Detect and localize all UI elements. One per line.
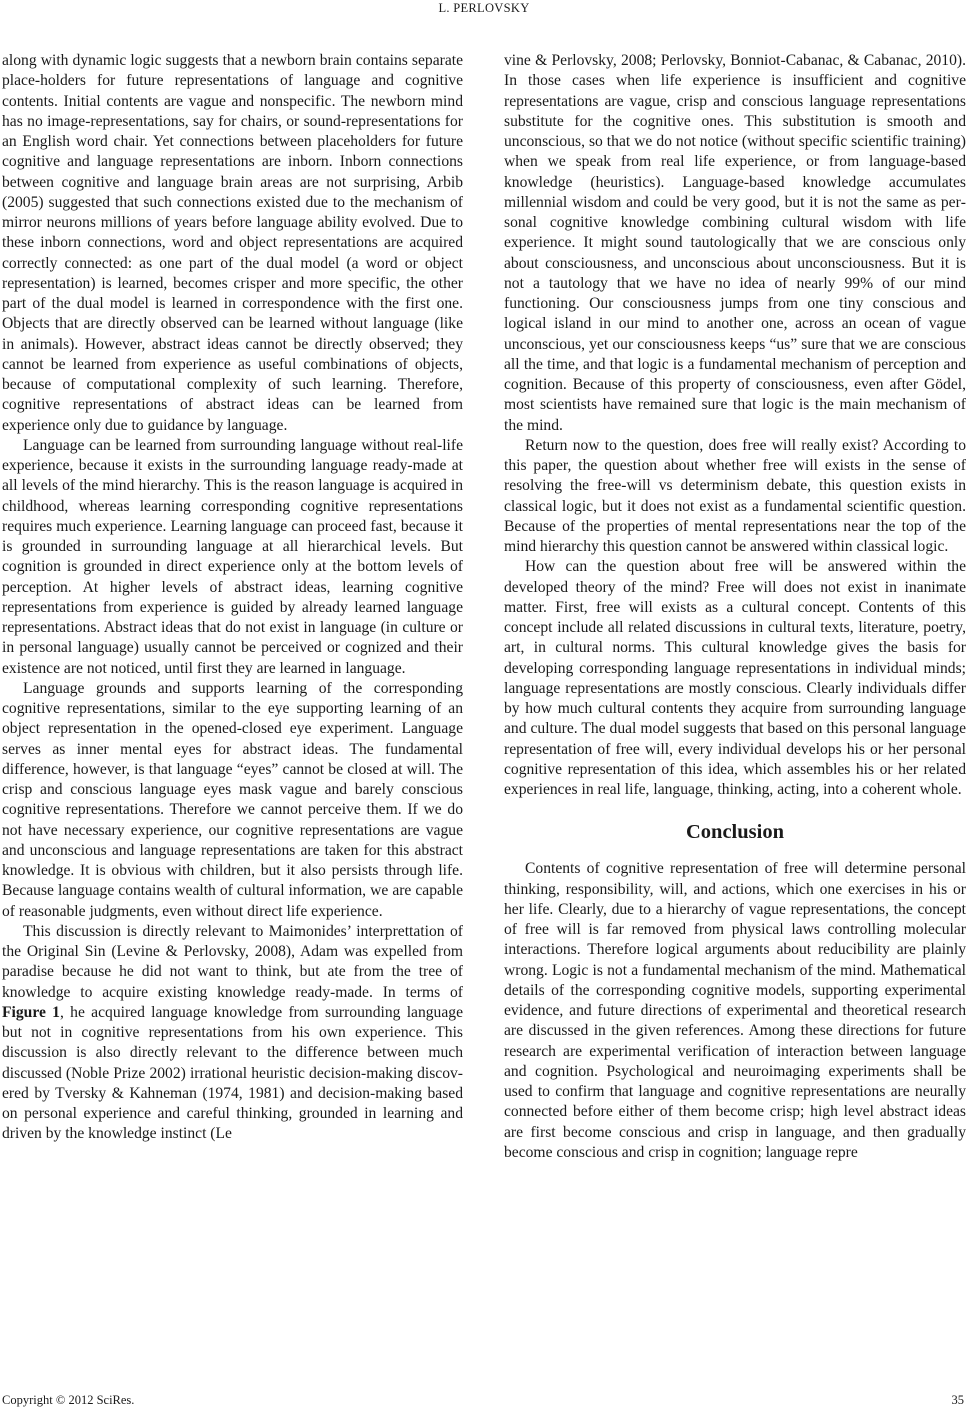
paragraph-text: This discussion is directly relevant to Maimonides’ interprettation of the Original Sin (Levine & Perlovsky, 2008), Adam was expelled from paradise because he did not want to think, but ate from the tree of knowledge to acquire existing knowledge ready-made. In terms of — [2, 922, 463, 1001]
paragraph — [2, 922, 463, 1145]
paragraph: Contents of cognitive representation of free will determine personal thinking, responsibility, will, and actions, which one exercises in his or her life. Clearly, due to a hierarchy of vague representations, the concept of free will is far removed from physical laws controlling molecular interactions. Therefore logical arguments about reducibility are plainly wrong. Logic is not a fundamental mechanism of the mind. Mathematical details of the corresponding cognitive models, supporting experimental evidence, and future directions of experimental and theoretical research are discussed in the given references. Among these directions for future research are experimental verification of interaction between language and cognition. Psychological and neuroimaging experiments shall be used to confirm that language and cognitive representations are neurally connected before either of them become crisp; high level abstract ideas are first become conscious and crisp in language, and then gradually become conscious and crisp in cognition; language repre — [504, 860, 966, 1161]
paragraph: Return now to the question, does free will really exist? According to this paper, the question about whether free will exists in the sense of resolving the free-will vs determinism debate, this question exists in classical logic, but it does not exist as a fundamental scientific question. Because of the properties of mental representations near the top of the mind hierarchy this question cannot be answered within classical logic. — [504, 436, 966, 555]
page-footer — [2, 1392, 966, 1408]
left-column — [2, 51, 463, 1145]
running-head: L. PERLOVSKY — [438, 1, 530, 15]
figure-reference: Figure 1 — [2, 1003, 60, 1021]
paragraph: Language can be learned from surrounding language without real-life experience, because it exists in the surrounding language ready-made at all levels of the mind hierarchy. This is the reason language is acquired in childhood, whereas learning corresponding cognitive representations requires much experience. Learning language can proceed fast, because it is grounded in surrounding language at all hierarchical levels. But cognition is grounded in direct experience only at the bottom levels of perception. At higher levels of abstract ideas, learning cognitive representations from experience is guided by already learned language representations. Abstract ideas that do not exist in language (in culture or in personal language) usually cannot be perceived or cognized and their existence are not noticed, until first they are learned in language. — [2, 436, 463, 677]
paragraph: Language grounds and supports learning of the corresponding cognitive representations, similar to the eye supporting learning of an object representation in the opened-closed eye experiment. Language serves as inner mental eyes for abstract ideas. The fundamental difference, however, is that language “eyes” cannot be closed at will. The crisp and conscious language eyes mask vague and barely conscious cognitive representations. Therefore we cannot perceive them. If we do not have necessary experience, our cognitive representations are vague and unconscious and language representations are taken for this abstract knowledge. It is obvious with children, but it also persists through life. Because language contains wealth of cultural information, we are capable of reasonable judgments, even without direct life experience. — [2, 679, 463, 920]
paragraph-text: , he acquired language knowledge from surrounding language but not in cognitive representations from his own experience. This discussion is also directly relevant to the difference between much discussed (Noble Prize 2002) irrational heuristic decision-making discovered by Tversky & Kahneman (1974, 1981) and decision-making based on personal experience and careful thinking, grounded in learning and driven by the knowledge instinct (Le — [2, 1003, 463, 1143]
paragraph: How can the question about free will be answered within the developed theory of the mind? Free will does not exist in inanimate matter. First, free will exists as a cultural concept. Contents of this concept include all related discussions in cultural texts, literature, poetry, art, in cultural norms. This cultural knowledge gives the basis for developing corresponding language representations in individual minds; language representations are mostly conscious. Clearly individuals differ by how much cultural contents they acquire from surrounding language and culture. The dual model suggests that based on this personal language representation of free will, every individual develops his or her personal cognitive representation of this idea, which assembles his or her related experiences in real life, language, thinking, acting, into a coherent whole. — [504, 558, 966, 798]
paragraph: vine & Perlovsky, 2008; Perlovsky, Bonniot-Cabanac, & Cabanac, 2010). In those cases when life experience is insufficient and cognitive representations are vague, crisp and conscious language representations substitute for the cognitive ones. This substitution is smooth and unconscious, so that we do not notice (without specific scientific training) when we speak from real life experience, or from language-based knowledge (heuristics). Language-based knowledge accumulates millennial wisdom and could be very good, but it is not the same as personal cognitive knowledge combining cultural wisdom with life experience. It might sound tautologically that we are conscious only about consciousness, and unconscious about unconsciousness. But it is not a tautology that we have no idea of nearly 99% of our mind functioning. Our consciousness jumps from one tiny conscious and logical island in our mind to another one, across an ocean of vague unconscious, yet our consciousness keeps “us” sure that we are conscious all the time, and that logic is a fundamental mechanism of perception and cognition. Because of this property of consciousness, even after Gödel, most scientists have remained sure that logic is the main mechanism of the mind. — [504, 52, 966, 434]
section-heading: Conclusion — [686, 821, 784, 844]
copyright-notice: Copyright © 2012 SciRes. — [2, 1393, 135, 1407]
right-column — [504, 51, 966, 1163]
page-number: 35 — [951, 1393, 964, 1407]
paragraph: along with dynamic logic suggests that a newborn brain contains separate place-holders for future representations of language and cognitive contents. Initial contents are vague and nonspecific. The newborn mind has no image-representations, say for chairs, or sound-representations for an English word chair. Yet connections between placeholders for future cognitive and language representations are inborn. Inborn connections between cognitive and language brain areas are not surprising, Arbib (2005) suggested that such connections existed due to the mechanism of mirror neurons millions of years before language ability evolved. Due to these inborn connections, word and object representations are acquired correctly connected: as one part of the dual model (a word or object representation) is learned, becomes crisper and more specific, the other part of the dual model is learned in correspondence with the first one. Objects that are directly observed can be learned without language (like in animals). However, abstract ideas cannot be directly observed; they cannot be learned from experience as useful combinations of objects, because of computational complexity of such learning. Therefore, cognitive representations of abstract ideas can be learned from experience only due to guidance by language. — [2, 52, 463, 434]
